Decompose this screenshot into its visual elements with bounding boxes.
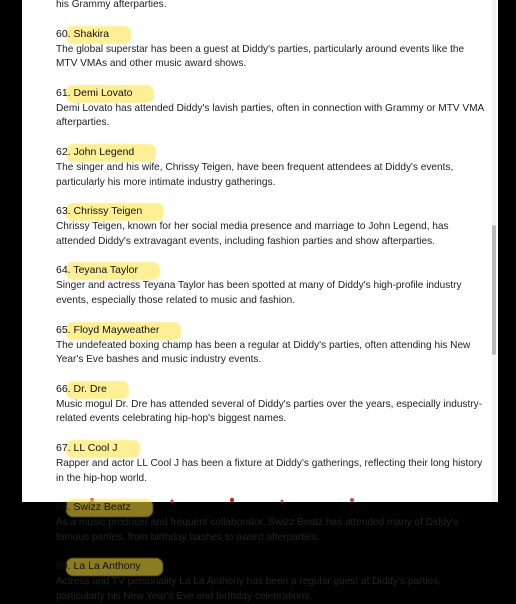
- entry-description: Singer and actress Teyana Taylor has been spotted at many of Diddy's high-profile industry events, especially those related to music and fashion.: [56, 280, 462, 306]
- list-item: [56, 131, 486, 190]
- entry-list: [56, 13, 486, 604]
- list-item: [56, 13, 486, 72]
- entry-number: 68.: [56, 501, 71, 514]
- entry-name: La La Anthony: [73, 560, 141, 573]
- entry-name: LL Cool J: [73, 441, 118, 454]
- entry-number: 69.: [56, 560, 71, 573]
- entry-description: The global superstar has been a guest at Diddy's parties, particularly around events like the MTV VMAs and other music award shows.: [56, 43, 465, 70]
- previous-entry-fragment: his Grammy afterparties.: [56, 0, 167, 10]
- entry-number: 66.: [56, 382, 71, 395]
- entry-description: Chrissy Teigen, known for her social media presence and marriage to John Legend, has attended Diddy's extravagant events, including fashion parties and show afterparties.: [56, 221, 449, 247]
- entry-name: Floyd Mayweather: [73, 323, 160, 336]
- entry-name: Shakira: [73, 27, 110, 40]
- entry-description: Demi Lovato has attended Diddy's lavish parties, often in connection with Grammy or MTV VMA afterparties.: [56, 102, 484, 129]
- entry-name: Teyana Taylor: [73, 264, 138, 277]
- entry-heading: [56, 383, 107, 396]
- entry-description: Rapper and actor LL Cool J has been a fixture at Diddy's gatherings, reflecting their long history in the hip-hop world.: [56, 457, 483, 484]
- entry-number: 62.: [56, 145, 71, 158]
- entry-name: John Legend: [73, 145, 135, 158]
- list-item: [56, 249, 486, 308]
- entry-description: The singer and his wife, Chrissy Teigen, have been frequent attendees at Diddy's events, particularly his more intimate industry gatherings.: [56, 161, 454, 188]
- scrollbar-thumb[interactable]: [492, 225, 496, 355]
- entry-name: Demi Lovato: [73, 86, 133, 99]
- entry-name: Swizz Beatz: [73, 501, 131, 514]
- entry-heading: [56, 146, 134, 159]
- list-item: [56, 368, 486, 427]
- entry-heading: [56, 205, 142, 218]
- entry-heading: [56, 501, 131, 514]
- list-item: [56, 190, 486, 249]
- entry-number: 65.: [56, 323, 71, 336]
- document-content: [56, 0, 486, 604]
- list-item: [56, 309, 486, 368]
- document-page: [22, 0, 498, 602]
- entry-number: 63.: [56, 205, 71, 218]
- entry-name: Dr. Dre: [73, 382, 107, 395]
- entry-description: As a music producer and frequent collaborator, Swizz Beatz has attended many of Diddy's famous parties, from birthday bashes to award afterparties.: [56, 517, 459, 543]
- entry-heading: [56, 324, 159, 337]
- entry-number: 60.: [56, 27, 71, 40]
- entry-heading: [56, 264, 138, 277]
- entry-description: Music mogul Dr. Dre has attended several of Diddy's parties over the years, especially industry-related events celebrating hip-hop's biggest names.: [56, 398, 483, 425]
- entry-heading: [56, 87, 132, 100]
- entry-number: 61.: [56, 86, 71, 99]
- entry-heading: [56, 442, 118, 455]
- entry-heading: [56, 28, 109, 41]
- entry-description: Actress and TV personality La La Anthony has been a regular guest at Diddy's parties, particularly his New Year's Eve and birthday celebrations.: [56, 576, 441, 602]
- entry-number: 64.: [56, 264, 71, 277]
- entry-heading: [56, 560, 141, 573]
- list-item: [56, 545, 486, 604]
- list-item: [56, 427, 486, 486]
- entry-description: The undefeated boxing champ has been a regular at Diddy's parties, often attending his New Year's Eve bashes and music industry events.: [56, 339, 471, 366]
- list-item: [56, 72, 486, 131]
- entry-name: Chrissy Teigen: [73, 205, 143, 218]
- entry-number: 67.: [56, 441, 71, 454]
